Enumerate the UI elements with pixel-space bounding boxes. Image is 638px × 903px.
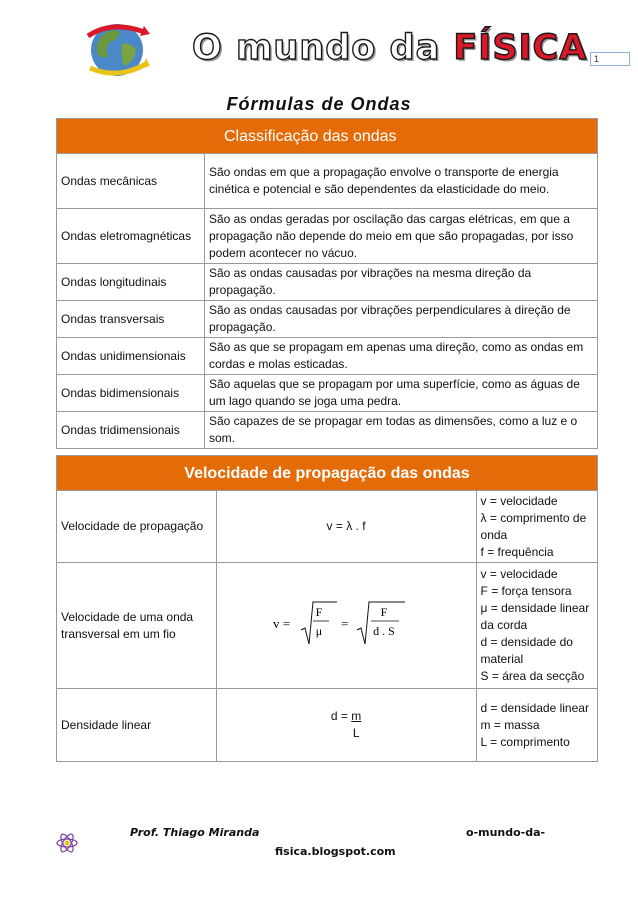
formula-term: Velocidade de uma onda transversal em um fio <box>57 563 217 689</box>
string-velocity-formula <box>216 563 476 689</box>
legend-item: m = massa <box>480 717 540 732</box>
density-formula <box>216 689 476 762</box>
wave-description: São as que se propagam em apenas uma direção, como as ondas em cordas e molas esticadas. <box>205 338 598 375</box>
footer-site-part1: o-mundo-da- <box>466 826 546 839</box>
wave-description: São capazes de se propagar em todas as dimensões, como a luz e o som. <box>205 412 598 449</box>
wave-description: São as ondas geradas por oscilação das cargas elétricas, em que a propagação não depende do meio em que são propagadas, por isso podem acontecer no vácuo. <box>205 209 598 264</box>
classification-table <box>56 118 598 449</box>
velocity-table <box>56 455 598 762</box>
legend-item: d = densidade do material <box>480 635 573 666</box>
document-title: Fórmulas de Ondas <box>226 94 412 114</box>
formula-legend <box>476 563 597 689</box>
legend-item: F = força tensora <box>480 584 572 598</box>
legend-item: L = comprimento <box>480 734 570 749</box>
formula-prefix: d = <box>330 709 352 723</box>
wave-term: Ondas unidimensionais <box>57 338 205 375</box>
footer-author: Prof. Thiago Miranda <box>130 826 260 839</box>
table-row <box>57 563 598 689</box>
wave-term: Ondas longitudinais <box>57 264 205 301</box>
formula-legend <box>476 491 597 563</box>
wave-term: Ondas tridimensionais <box>57 412 205 449</box>
legend-item: v = velocidade <box>480 567 558 581</box>
legend-item: λ = comprimento de onda <box>480 510 587 542</box>
footer-site-part2: fisica.blogspot.com <box>275 845 396 858</box>
formula-denominator: L <box>352 726 360 740</box>
table-row <box>57 301 598 338</box>
legend-item: μ = densidade linear da corda <box>480 601 590 632</box>
site-logo-title <box>192 28 587 68</box>
globe-logo-icon <box>82 14 152 84</box>
logo-accent-text: FÍSICA <box>453 28 588 68</box>
table-row <box>57 209 598 264</box>
page-number: 1 <box>590 52 630 66</box>
formula-numerator: m <box>351 709 362 723</box>
logo-main-text: O mundo da <box>192 28 454 68</box>
formula-legend <box>476 689 597 762</box>
formula-term: Densidade linear <box>57 689 217 762</box>
wave-term: Ondas bidimensionais <box>57 375 205 412</box>
sqrt-formula-graphic <box>271 598 421 648</box>
legend-item: S = área da secção <box>480 669 585 683</box>
formula-numerator-1: F <box>315 605 323 619</box>
wave-term: Ondas transversais <box>57 301 205 338</box>
formula-equals: = <box>341 616 349 631</box>
wave-term: Ondas mecânicas <box>57 154 205 209</box>
wave-term: Ondas eletromagnéticas <box>57 209 205 264</box>
formula-denominator-1: μ <box>315 624 323 638</box>
classification-heading: Classificação das ondas <box>57 119 598 154</box>
wave-description: São as ondas causadas por vibrações na mesma direção da propagação. <box>205 264 598 301</box>
atom-icon <box>56 832 78 854</box>
table-row <box>57 491 598 563</box>
formula-denominator-2: d . S <box>373 624 395 638</box>
wave-description: São ondas em que a propagação envolve o transporte de energia cinética e potencial e são dependentes da elasticidade do meio. <box>205 154 598 209</box>
table-row <box>57 412 598 449</box>
formula-numerator-2: F <box>380 605 388 619</box>
velocity-formula: v = λ . f <box>216 491 476 563</box>
velocity-heading: Velocidade de propagação das ondas <box>57 456 598 491</box>
legend-item: v = velocidade <box>480 493 558 508</box>
legend-item: d = densidade linear <box>480 700 589 715</box>
formula-term: Velocidade de propagação <box>57 491 217 563</box>
formula-v-label: v = <box>273 616 291 631</box>
wave-description: São as ondas causadas por vibrações perpendiculares à direção de propagação. <box>205 301 598 338</box>
table-row <box>57 689 598 762</box>
wave-description: São aquelas que se propagam por uma superfície, como as águas de um lago quando se joga uma pedra. <box>205 375 598 412</box>
table-row <box>57 264 598 301</box>
table-row <box>57 154 598 209</box>
table-row <box>57 338 598 375</box>
table-row <box>57 375 598 412</box>
legend-item: f = frequência <box>480 544 554 559</box>
